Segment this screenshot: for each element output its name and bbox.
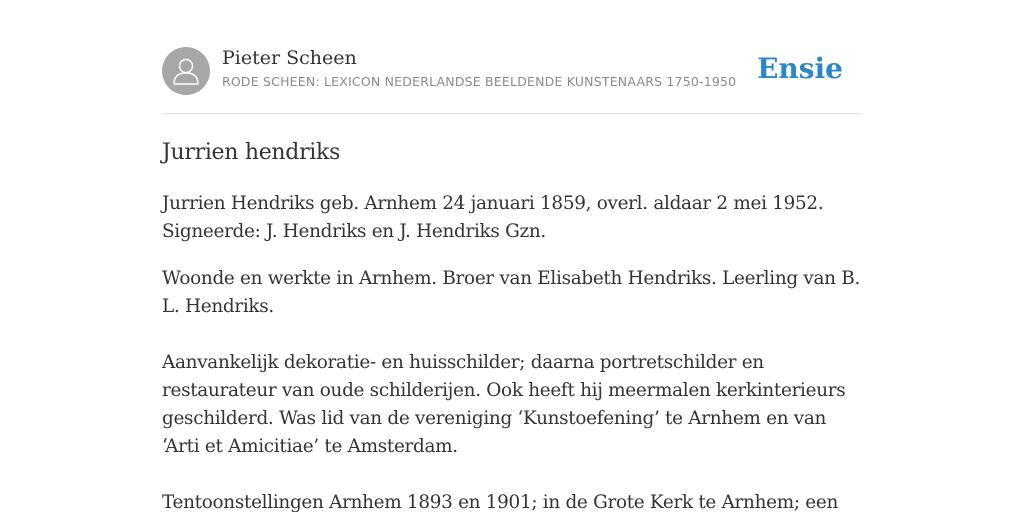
header-divider bbox=[162, 113, 862, 114]
author-name[interactable]: Pieter Scheen bbox=[222, 47, 357, 69]
user-icon bbox=[162, 47, 210, 95]
author-avatar[interactable] bbox=[162, 47, 210, 95]
article-paragraph: Aanvankelijk dekoratie- en huisschilder; daarna portretschilder en restaurateur van oude schilderijen. Ook heeft hij meermalen kerkinterieurs geschilderd. Was lid van de vereniging ‘Kunstoefening’ te Arnhem en van ‘Arti et Amicitiae’ te Amsterdam. bbox=[162, 352, 846, 457]
article-paragraph: Jurrien Hendriks geb. Arnhem 24 januari 1859, overl. aldaar 2 mei 1952. Signeerde: J. Hendriks en J. Hendriks Gzn. bbox=[162, 193, 824, 242]
brand-logo[interactable]: Ensie bbox=[757, 52, 843, 85]
article-paragraph: Woonde en werkte in Arnhem. Broer van Elisabeth Hendriks. Leerling van B. L. Hendriks. bbox=[162, 268, 861, 317]
article-header bbox=[162, 46, 862, 96]
article-paragraph: Tentoonstellingen Arnhem 1893 en 1901; in de Grote Kerk te Arnhem; een bbox=[162, 492, 839, 512]
article-body bbox=[162, 138, 862, 512]
article-title: Jurrien hendriks bbox=[162, 140, 341, 165]
source-title[interactable]: RODE SCHEEN: LEXICON NEDERLANDSE BEELDENDE KUNSTENAARS 1750-1950 bbox=[222, 74, 737, 89]
